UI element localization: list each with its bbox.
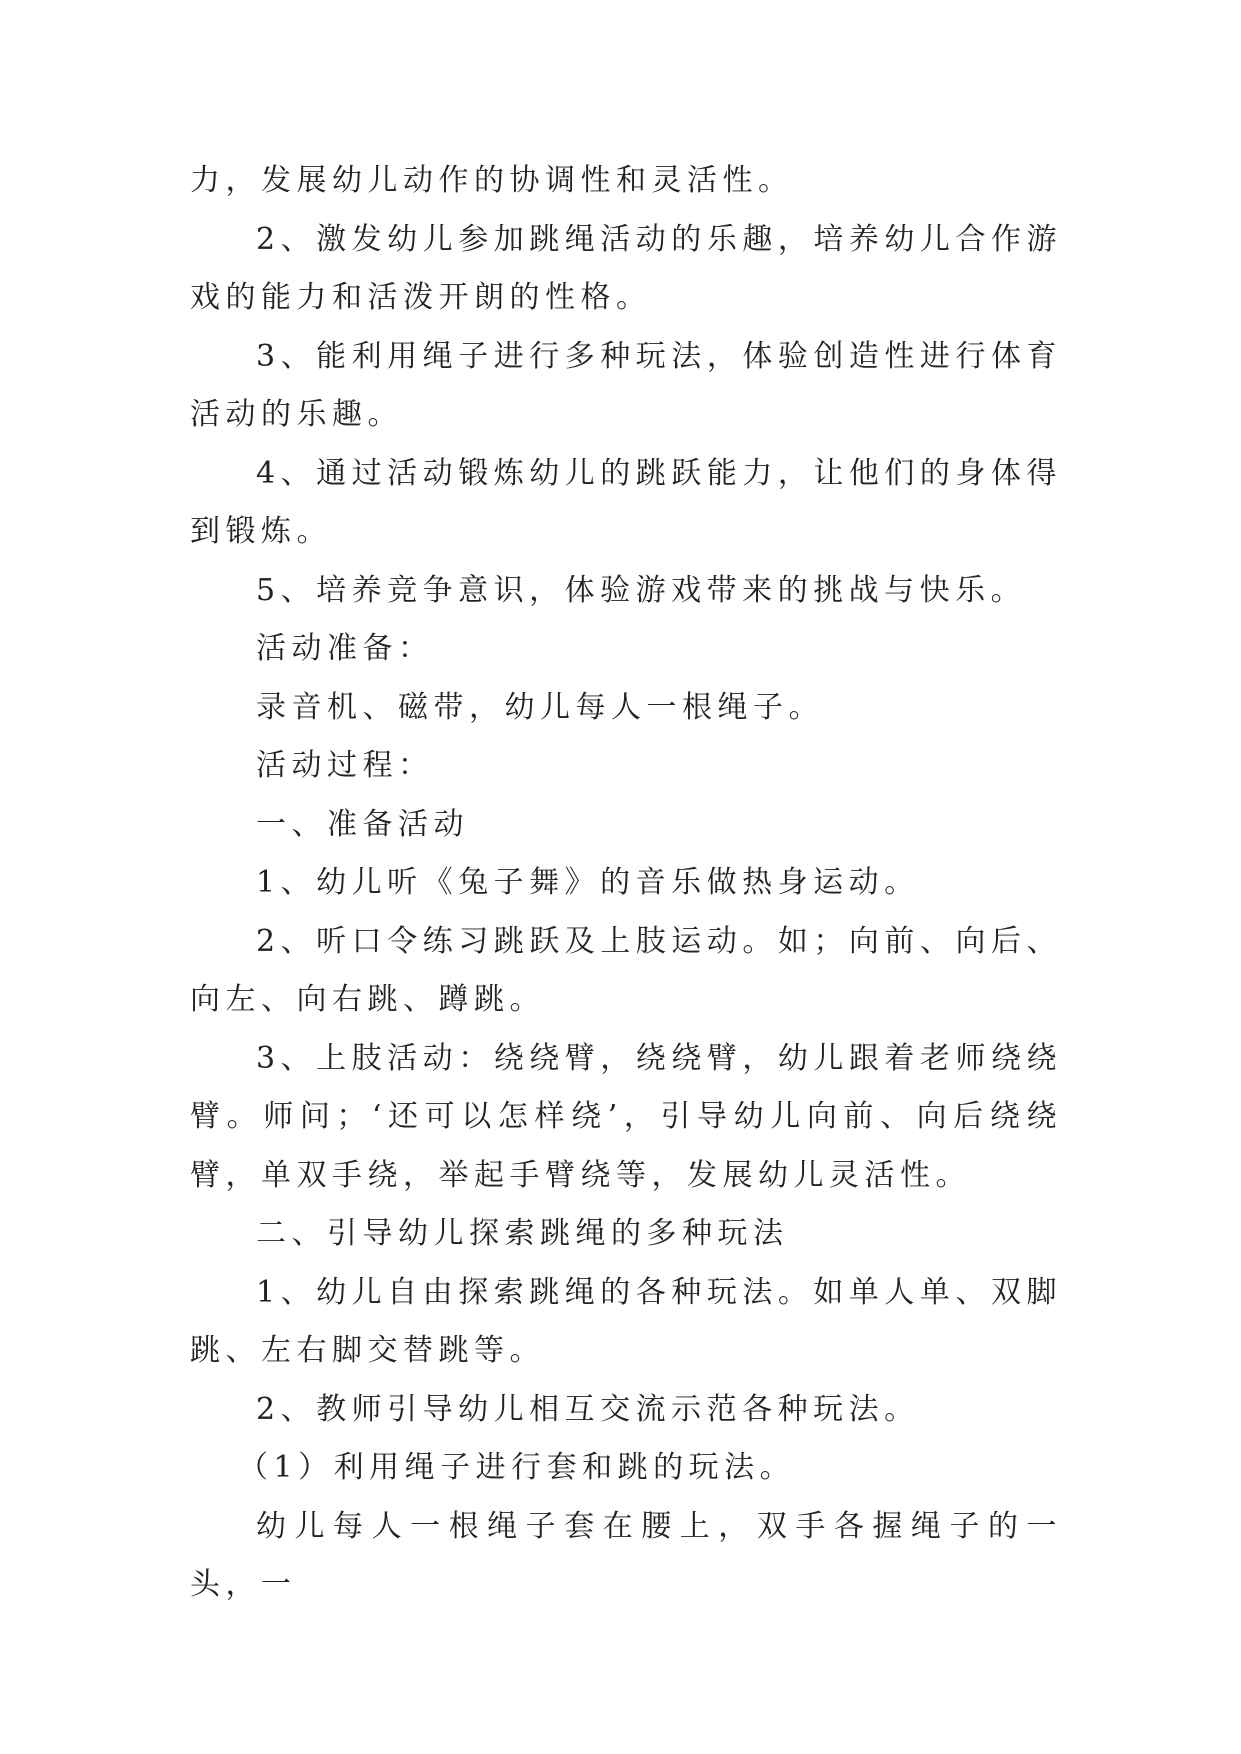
explore-step-2: 2、教师引导幼儿相互交流示范各种玩法。 <box>256 1391 920 1427</box>
preparation-materials: 录音机、磁带，幼儿每人一根绳子。 <box>256 689 824 725</box>
step-heading-warmup: 一、准备活动 <box>256 806 469 842</box>
warmup-step-2: 2、听口令练习跳跃及上肢运动。如；向前、向后、向左、向右跳、蹲跳。 <box>190 923 1062 1017</box>
paragraph-continuation: 力，发展幼儿动作的协调性和灵活性。 <box>190 163 794 198</box>
explore-substep-1: （1）利用绳子进行套和跳的玩法。 <box>238 1450 796 1485</box>
explore-substep-1-detail: 幼儿每人一根绳子套在腰上，双手各握绳子的一头，一 <box>190 1508 1062 1602</box>
step-heading-explore: 二、引导幼儿探索跳绳的多种玩法 <box>256 1216 789 1251</box>
objective-2: 2、激发幼儿参加跳绳活动的乐趣，培养幼儿合作游戏的能力和活泼开朗的性格。 <box>190 221 1062 315</box>
document-body <box>190 152 1062 1615</box>
warmup-step-1: 1、幼儿听《兔子舞》的音乐做热身运动。 <box>256 865 920 900</box>
objective-4: 4、通过活动锻炼幼儿的跳跃能力，让他们的身体得到锻炼。 <box>190 455 1062 549</box>
objective-5: 5、培养竞争意识，体验游戏带来的挑战与快乐。 <box>256 572 1027 608</box>
warmup-step-3: 3、上肢活动：绕绕臂，绕绕臂，幼儿跟着老师绕绕臂。师问；‘还可以怎样绕’，引导幼儿向前、向后绕绕臂，单双手绕，举起手臂绕等，发展幼儿灵活性。 <box>190 1040 1062 1193</box>
section-heading-preparation: 活动准备： <box>256 631 434 666</box>
explore-step-1: 1、幼儿自由探索跳绳的各种玩法。如单人单、双脚跳、左右脚交替跳等。 <box>190 1274 1062 1368</box>
section-heading-process: 活动过程： <box>256 748 434 783</box>
objective-3: 3、能利用绳子进行多种玩法，体验创造性进行体育活动的乐趣。 <box>190 338 1062 432</box>
